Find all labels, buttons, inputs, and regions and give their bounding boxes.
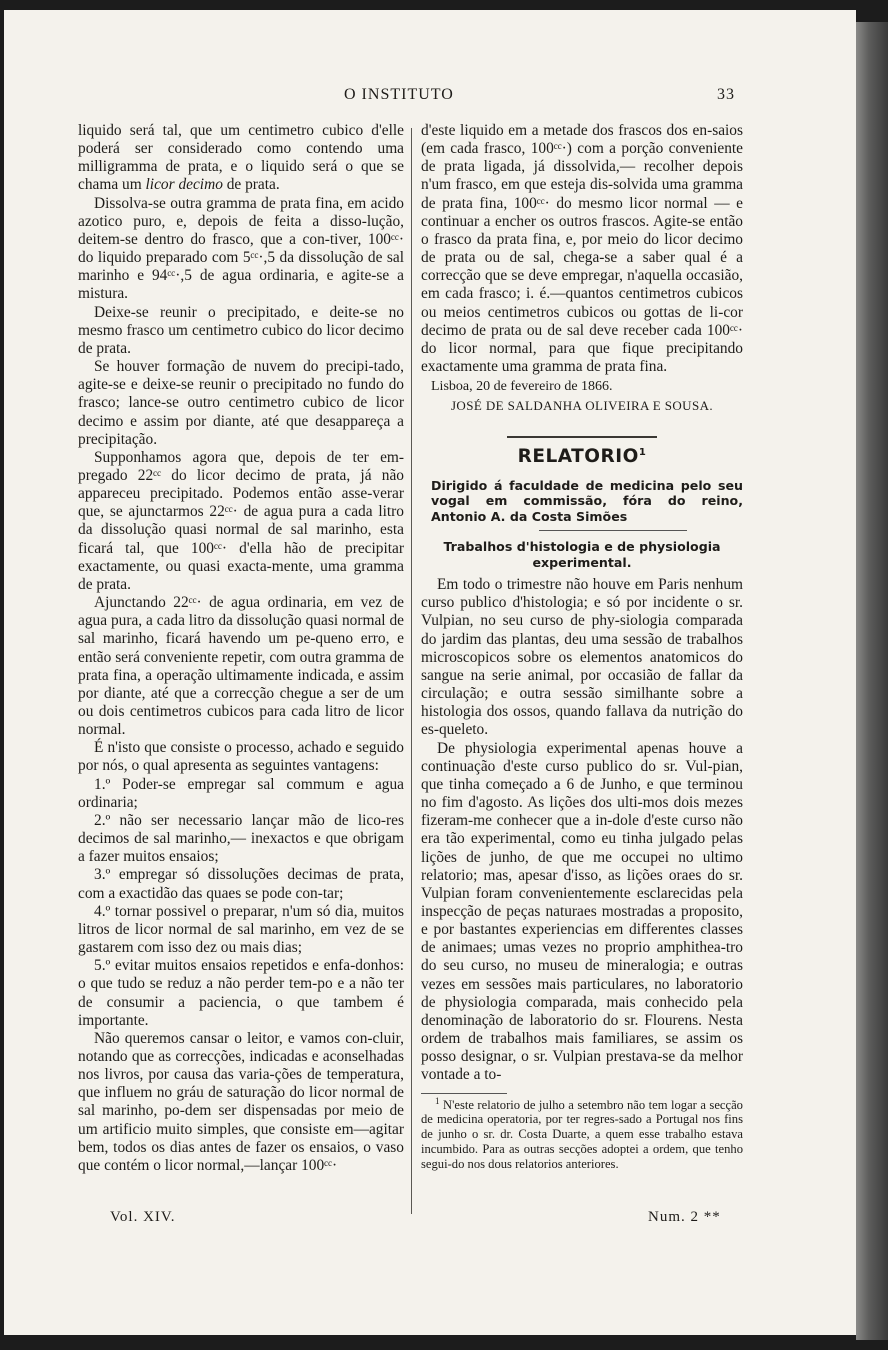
column-divider xyxy=(411,128,412,1214)
paragraph: d'este liquido em a metade dos frascos dos en-saios (em cada frasco, 100ᶜᶜ·) com a porção conveniente de prata ligada, já dissolvida,— recolher depois n'um frasco, em que esteja dis-solvida uma gramma de prata fina, 100ᶜᶜ· do mesmo licor normal — e continuar a encher os outros frascos. Agite-se então o frasco da prata fina, e, por meio do licor decimo de prata ou de sal, chega-se a saber qual é a correcção que se deve empregar, n'aquella occasião, em cada frasco; i. é.—quantos centimetros cubicos ou meios centimetros cubicos ou gottas de li-cor decimo de prata ou de sal deve receber cada 100ᶜᶜ· do licor normal, para que fique precipitando exactamente uma gramma de prata fina. xyxy=(421,122,743,376)
paragraph: Dissolva-se outra gramma de prata fina, em acido azotico puro, e, depois de feita a disso-lução, deitem-se dentro do frasco, que a con-tiver, 100ᶜᶜ· do liquido preparado com 5ᶜᶜ·,5 da dissolução de sal marinho e 94ᶜᶜ·,5 de agua ordinaria, e agite-se a mistura. xyxy=(78,194,404,303)
paragraph: Deixe-se reunir o precipitado, e deite-se no mesmo frasco um centimetro cubico do licor decimo de prata. xyxy=(78,303,404,357)
author-signature: JOSÉ DE SALDANHA OLIVEIRA E SOUSA. xyxy=(450,398,714,414)
page xyxy=(4,10,856,1335)
paragraph: Em todo o trimestre não houve em Paris nenhum curso publico d'histologia; e só por incidente o sr. Vulpian, no seu curso de phy-siologia comparada do jardim das plantas, deu uma sessão de trabalhos microscopicos sobre os elementos anatomicos do sangue na serie animal, por occasião de fallar da circulação; e outra sessão similhante sobre a histologia dos ossos, quando fallava da nutrição do es-queleto. xyxy=(421,576,743,739)
list-item: 2.º não ser necessario lançar mão de lico-res decimos de sal marinho,— inexactos e que obrigam a fazer muitos ensaios; xyxy=(78,811,404,866)
article-title: RELATORIO$^1$ xyxy=(517,445,647,467)
dateline: Lisboa, 20 de fevereiro de 1866. xyxy=(431,379,613,395)
paragraph: É n'isto que consiste o processo, achado e seguido por nós, o qual apresenta as seguintes vantagens: xyxy=(78,739,404,775)
footnote-marker: 1 xyxy=(638,446,647,458)
divider xyxy=(539,530,687,531)
journal-title: O INSTITUTO xyxy=(344,86,454,103)
article-subtitle: Dirigido á faculdade de medicina pelo seu vogal em commissão, fóra do reino, Antonio A. da Costa Simões xyxy=(431,477,743,524)
section-divider xyxy=(507,436,657,438)
volume-label: Vol. XIV. xyxy=(110,1209,176,1225)
book-edge xyxy=(856,22,888,1340)
right-column xyxy=(421,122,743,1172)
italic-term: licor decimo xyxy=(145,176,223,194)
section-heading: Trabalhos d'histologia e de physiologia experimental. xyxy=(443,539,721,570)
paragraph: De physiologia experimental apenas houve a continuação d'este curso publico do sr. Vul-pian, que tinha começado a 6 de Junho, e que terminou no fim d'agosto. As lições dos ulti-mos dois mezes fizeram-me conhecer que a in-dole d'este curso não era tão experimental, como eu tinha julgado pelas lições de junho, de que me occupei no ultimo relatorio; mas, apesar d'isso, as lições oraes do sr. Vulpian foram convenientemente esclarecidas pela inspecção de peças naturaes mostradas a proposito, e por bastantes experiencias em differentes classes de animaes; umas vezes no proprio amphithea-tro do seu curso, no museu de mineralogia; e outras vezes em sessões mais particulares, no laboratorio de physiologia comparada, mais conhecido pela denominação de laboratorio do sr. Flourens. Nesta ordem de trabalhos mais familiares, se assim os posso designar, o sr. Vulpian prestava-se da melhor vontade a to- xyxy=(421,739,743,1084)
list-item: 4.º tornar possivel o preparar, n'um só dia, muitos litros de licor normal de sal marinho, em vez de se gastarem com isso dez ou mais dias; xyxy=(78,902,404,957)
paragraph: Supponhamos agora que, depois de ter em-pregado 22ᶜᶜ do licor decimo de prata, já não appareceu precipitado. Podemos então asse-verar que, se ajunctarmos 22ᶜᶜ· de agua pura a cada litro da dissolução quasi normal de sal marinho, esta ficará tal, que 100ᶜᶜ· d'ella hão de precipitar exactamente, ou quasi exacta-mente, uma gramma de prata. xyxy=(78,448,404,593)
running-header xyxy=(4,86,856,108)
footnote: $^1$ N'este relatorio de julho a setembro não tem logar a secção de medicina operatoria, por ter regres-sado a Portugal nos fins de junho o sr. dr. Costa Duarte, a quem esse trabalho estava incumbido. Para as outras secções adoptei a ordem, que tenho segui-do nos dous relatorios anteriores. xyxy=(421,1095,743,1171)
footnote-rule xyxy=(421,1093,507,1094)
paragraph: Não queremos cansar o leitor, e vamos con-cluir, notando que as correcções, indicadas e aconselhadas nos livros, por causa das varia-ções de temperatura, que influem no gráu de saturação do licor normal de sal marinho, po-dem ser dispensadas por meio de um artificio muito simples, que consiste em—agitar bem, todos os dias antes de fazer os ensaios, o vaso que contém o licor normal,—lançar 100ᶜᶜ· xyxy=(78,1029,404,1174)
page-number: 33 xyxy=(717,86,735,103)
left-column xyxy=(78,122,404,1175)
paragraph: Se houver formação de nuvem do precipi-tado, agite-se e deixe-se reunir o precipitado no fundo do frasco; lance-se outro centimetro cubico de licor decimo e assim por diante, até que desappareça a precipitação. xyxy=(78,358,404,448)
paragraph: Ajunctando 22ᶜᶜ· de agua ordinaria, em vez de agua pura, a cada litro da dissolução quasi normal de sal marinho, ficará havendo um pe-queno erro, e então será conveniente repetir, com outra gramma de prata fina, a operação ultimamente indicada, e assim por diante, até que a correcção chegue a ser de um ou dois centimetros cubicos para cada litro de licor normal. xyxy=(78,594,404,739)
list-item: 1.º Poder-se empregar sal commum e agua ordinaria; xyxy=(78,775,404,811)
list-item: 3.º empregar só dissoluções decimas de prata, com a exactidão das quaes se pode con-tar; xyxy=(78,866,404,902)
issue-number: Num. 2 ** xyxy=(648,1209,721,1225)
paragraph: liquido será tal, que um centimetro cubico d'elle poderá ser considerado como contendo uma milligramma de prata, e o liquido será o que se chama um licor decimo de prata. xyxy=(78,122,404,194)
list-item: 5.º evitar muitos ensaios repetidos e enfa-donhos: o que tudo se reduz a não perder tem-po e a não ter de consumir a paciencia, o que tambem é importante. xyxy=(78,957,404,1029)
